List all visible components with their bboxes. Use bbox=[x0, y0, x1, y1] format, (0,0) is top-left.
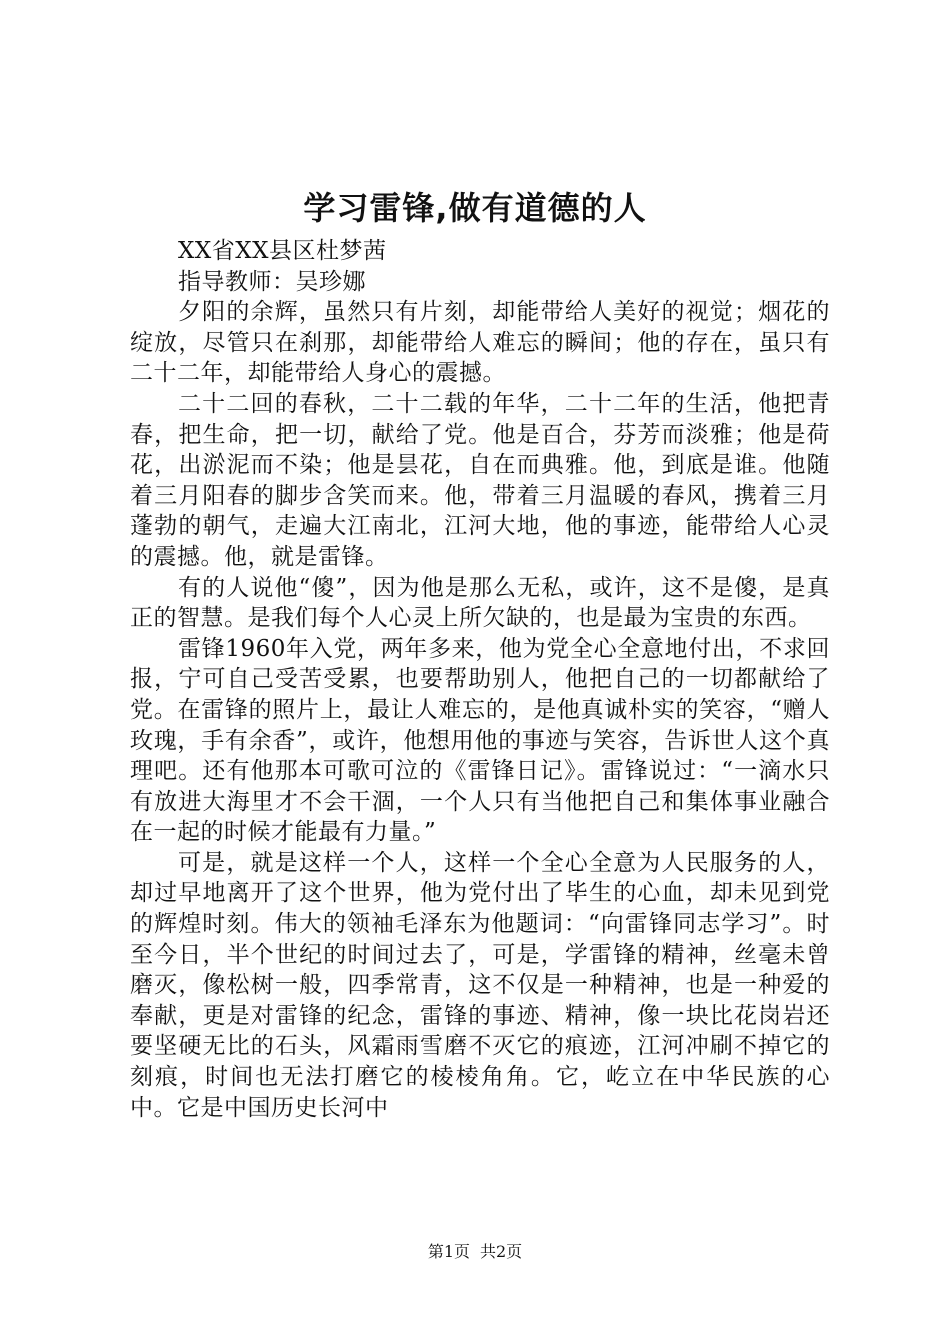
paragraph-5: 可是，就是这样一个人，这样一个全心全意为人民服务的人，却过早地离开了这个世界，他为党付出了毕生的心血，却未见到党的辉煌时刻。伟大的领袖毛泽东为他题词：“向雷锋同志学习”。时至今日，半个世纪的时间过去了，可是，学雷锋的精神，丝毫未曾磨灭，像松树一般，四季常青，这不仅是一种精神，也是一种爱的奉献，更是对雷锋的纪念，雷锋的事迹、精神，像一块比花岗岩还要坚硬无比的石头，风霜雨雪磨不灭它的痕迹，江河冲刷不掉它的刻痕，时间也无法打磨它的棱棱角角。它，屹立在中华民族的心中。它是中国历史长河中 bbox=[130, 849, 830, 1121]
author-line: XX省XX县区杜梦茜 bbox=[178, 238, 387, 264]
paragraph-4: 雷锋1960年入党，两年多来，他为党全心全意地付出，不求回报，宁可自己受苦受累，也要帮助别人，他把自己的一切都献给了党。在雷锋的照片上，最让人难忘的，是他真诚朴实的笑容，“赠人玫瑰，手有余香”，或许，他想用他的事迹与笑容，告诉世人这个真理吧。还有他那本可歌可泣的《雷锋日记》。雷锋说过：“一滴水只有放进大海里才不会干涸，一个人只有当他把自己和集体事业融合在一起的时候才能最有力量。” bbox=[130, 635, 830, 846]
document-body bbox=[130, 236, 830, 1123]
page-total: 共2页 bbox=[480, 1242, 523, 1261]
document-title: 学习雷锋,做有道德的人 bbox=[303, 189, 647, 227]
paragraph-3: 有的人说他“傻”，因为他是那么无私，或许，这不是傻，是真正的智慧。是我们每个人心灵上所欠缺的，也是最为宝贵的东西。 bbox=[130, 574, 830, 632]
paragraph-1: 夕阳的余辉，虽然只有片刻，却能带给人美好的视觉；烟花的绽放，尽管只在刹那，却能带给人难忘的瞬间；他的存在，虽只有二十二年，却能带给人身心的震撼。 bbox=[130, 299, 830, 387]
paragraph-2: 二十二回的春秋，二十二载的年华，二十二年的生活，他把青春，把生命，把一切，献给了党。他是百合，芬芳而淡雅；他是荷花，出淤泥而不染；他是昙花，自在而典雅。他，到底是谁。他随着三月阳春的脚步含笑而来。他，带着三月温暖的春风，携着三月蓬勃的朝气，走遍大江南北，江河大地，他的事迹，能带给人心灵的震撼。他，就是雷锋。 bbox=[130, 390, 830, 570]
page-number: 第1页 bbox=[427, 1242, 470, 1261]
teacher-line: 指导教师：吴珍娜 bbox=[178, 268, 366, 295]
page-footer bbox=[0, 1240, 950, 1264]
